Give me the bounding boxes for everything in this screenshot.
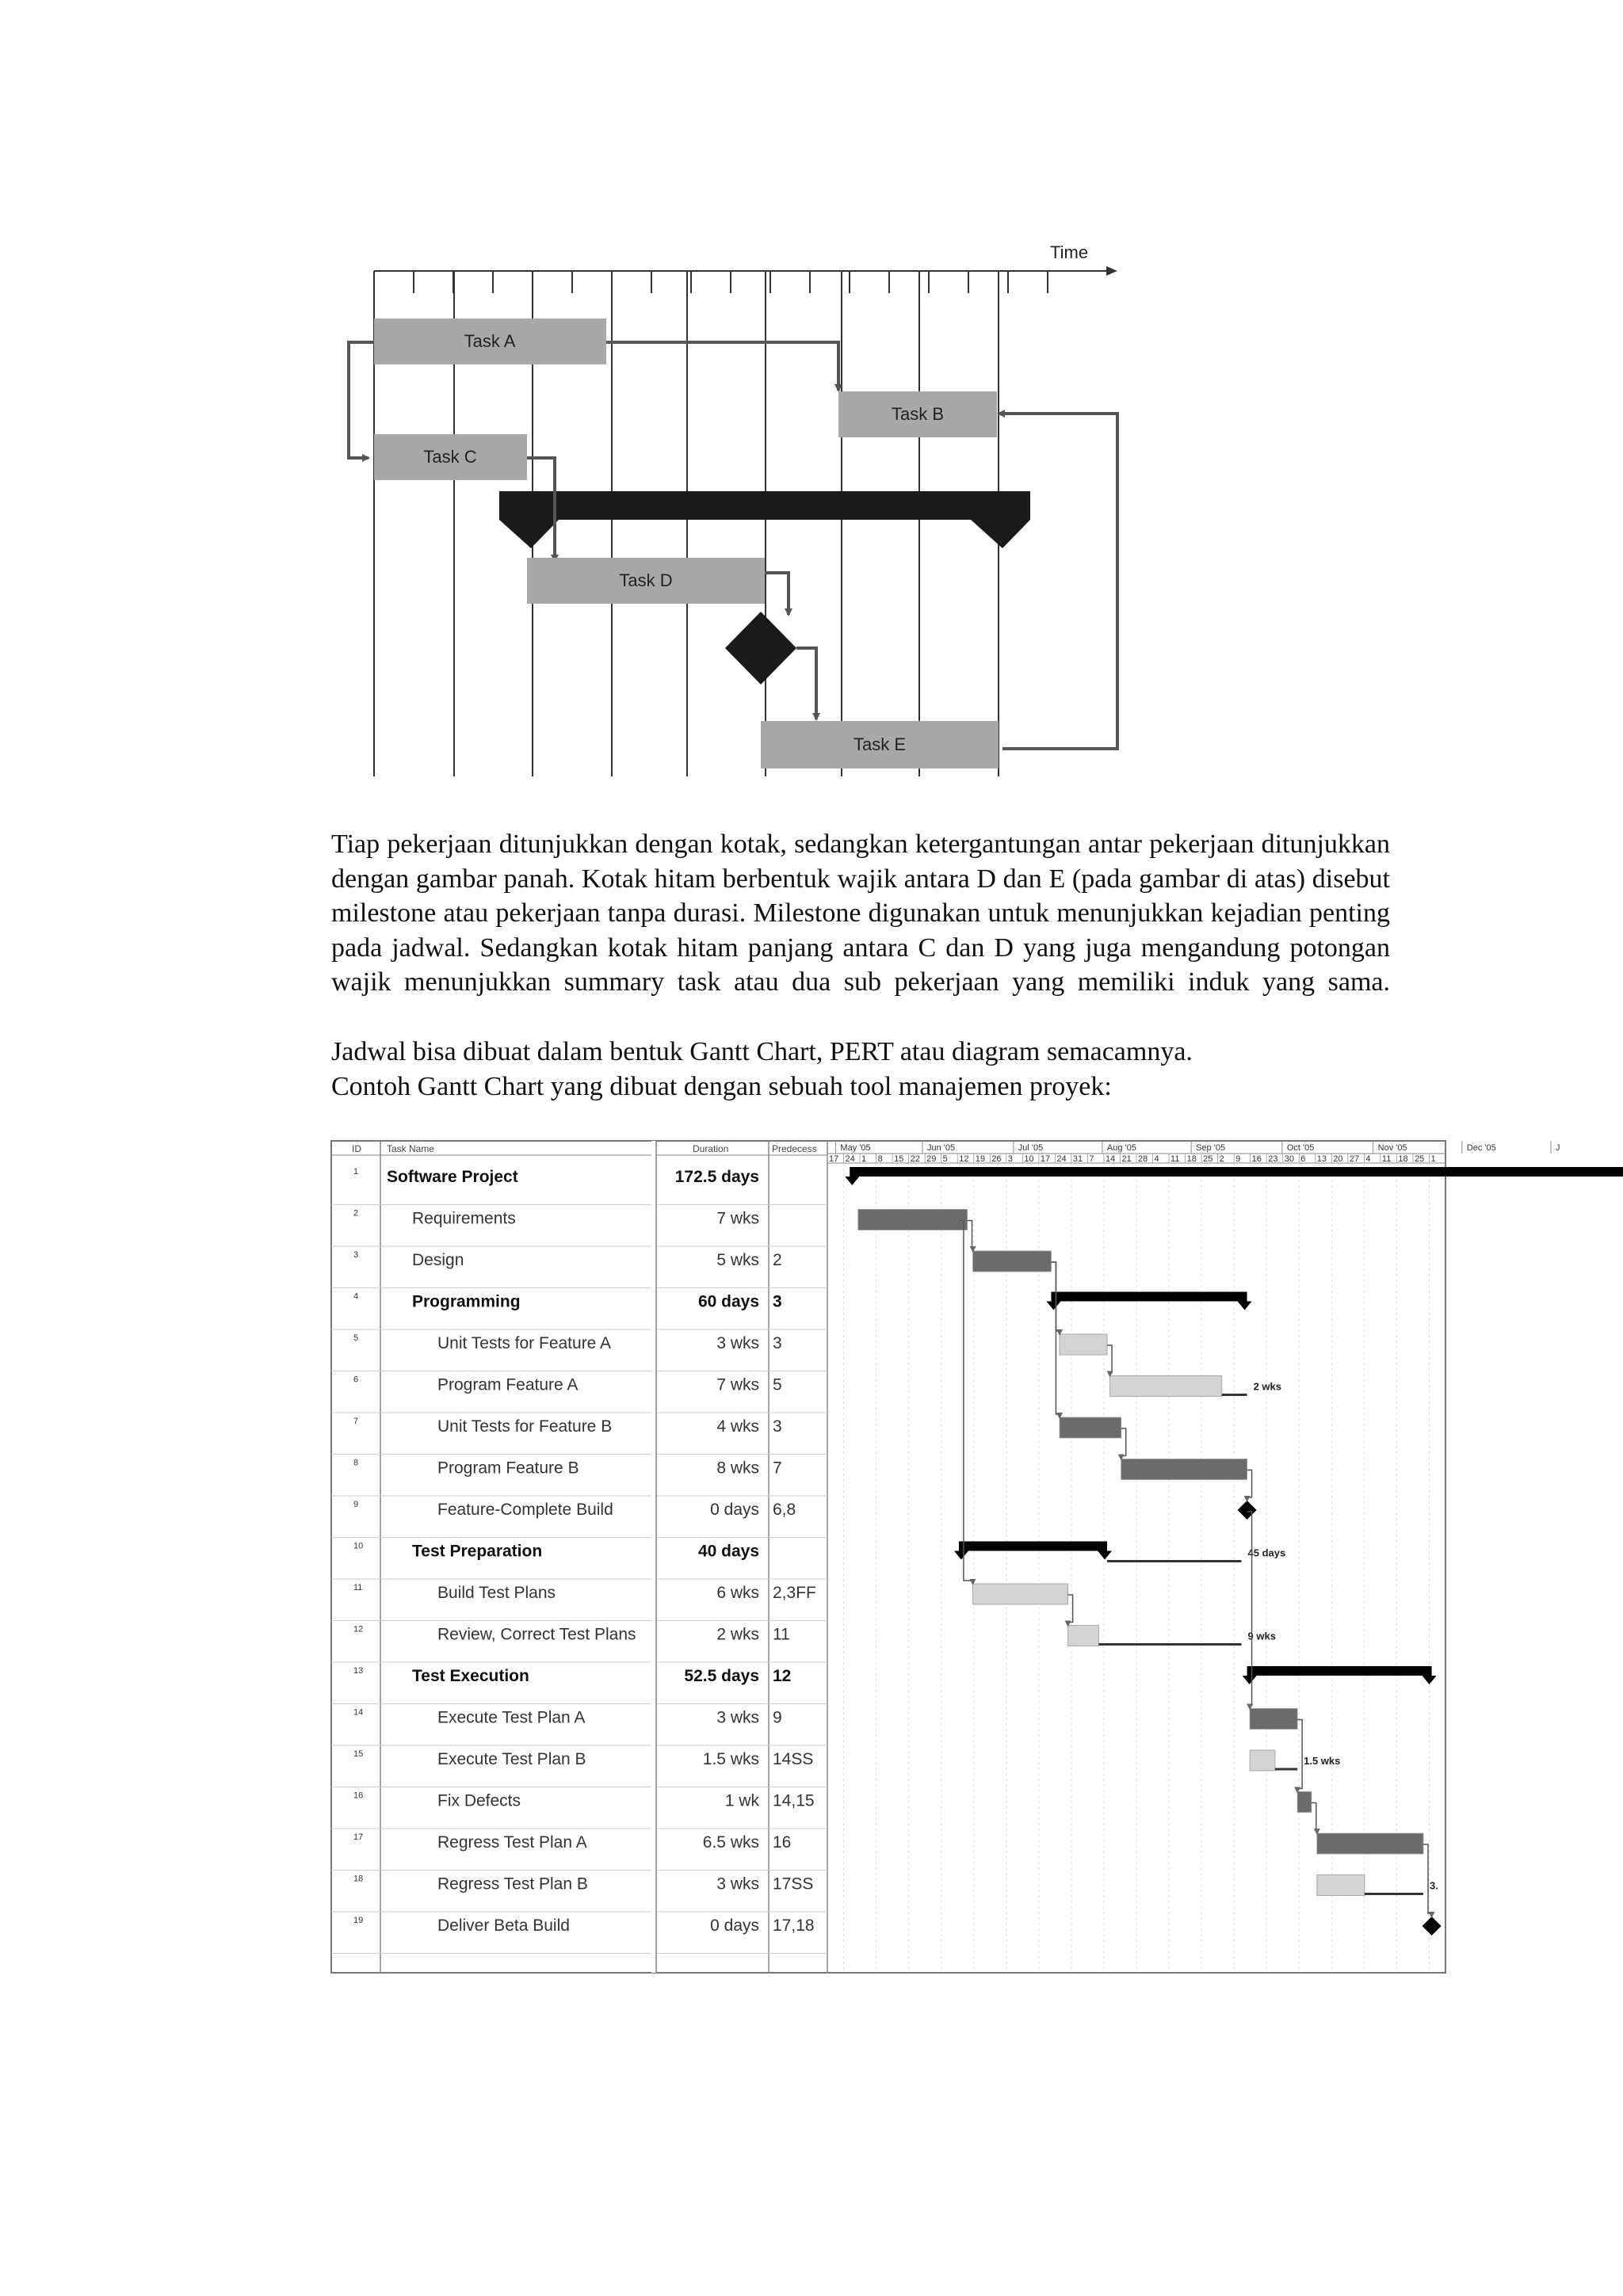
row-predecessors: 16 [773, 1833, 792, 1852]
task-d-box [527, 558, 765, 604]
row-task-name: Program Feature B [437, 1459, 579, 1478]
row-duration: 0 days [710, 1917, 759, 1935]
explanation-paragraph: Tiap pekerjaan ditunjukkan dengan kotak, sedangkan ketergantungan antar pekerjaan ditunjukkan dengan gambar panah. Kotak hitam berbentuk wajik antara D dan E (pada gambar di atas) disebut milestone atau pekerjaan tanpa durasi. Milestone digunakan untuk menunjukkan kejadian penting pada jadwal. Sedangkan kotak hitam panjang antara C dan D yang juga mengandung potongan wajik menunjukkan summary task atau dua sub pekerjaan yang memiliki induk yang sama. [331, 830, 1390, 997]
row-duration: 8 wks [716, 1459, 759, 1478]
schedule-sentence: Jadwal bisa dibuat dalam bentuk Gantt Chart, PERT atau diagram semacamnya. [331, 1037, 1193, 1066]
week-label: 3 [1007, 1154, 1013, 1164]
task-d-label: Task D [619, 570, 673, 590]
week-label: 25 [1414, 1154, 1425, 1164]
month-label: J [1555, 1143, 1560, 1153]
row-duration: 0 days [710, 1501, 759, 1519]
row-duration: 2 wks [716, 1625, 759, 1644]
week-label: 18 [1398, 1154, 1408, 1164]
slack-label: 2 wks [1253, 1380, 1282, 1393]
slack-label: 9 wks [1247, 1630, 1276, 1642]
time-arrow-icon [1106, 266, 1117, 276]
row-task-name: Design [412, 1251, 464, 1269]
row-predecessors: 6,8 [773, 1501, 796, 1519]
month-label: Aug '05 [1106, 1143, 1136, 1153]
week-label: 24 [845, 1154, 855, 1164]
week-label: 2 [1219, 1154, 1224, 1164]
row-id: 13 [353, 1666, 364, 1676]
row-predecessors: 17SS [773, 1875, 814, 1894]
week-label: 28 [1138, 1154, 1148, 1164]
week-label: 23 [1268, 1154, 1278, 1164]
week-label: 5 [942, 1154, 948, 1164]
summary-bar [1247, 1666, 1432, 1676]
row-id: 9 [353, 1500, 359, 1509]
month-label: Oct '05 [1286, 1143, 1315, 1153]
task-bar [973, 1251, 1052, 1272]
task-bar [1121, 1459, 1247, 1480]
arrow-milestone-to-e [796, 648, 816, 719]
row-duration: 4 wks [716, 1417, 759, 1436]
task-a-box [374, 318, 606, 364]
week-label: 27 [1349, 1154, 1360, 1164]
row-task-name: Test Execution [412, 1667, 529, 1685]
row-task-name: Review, Correct Test Plans [437, 1625, 636, 1644]
task-bar [1060, 1334, 1107, 1355]
arrow-a-to-b [606, 342, 838, 391]
month-label: Nov '05 [1377, 1143, 1407, 1153]
row-task-name: Unit Tests for Feature A [437, 1334, 612, 1352]
row-predecessors: 17,18 [773, 1917, 815, 1935]
week-label: 4 [1365, 1154, 1371, 1164]
row-predecessors: 3 [773, 1334, 782, 1352]
slack-label: 45 days [1247, 1547, 1286, 1559]
row-task-name: Feature-Complete Build [437, 1501, 613, 1519]
task-b-box [838, 391, 997, 437]
row-task-name: Regress Test Plan A [437, 1833, 587, 1852]
row-id: 5 [353, 1333, 359, 1343]
week-label: 18 [1186, 1154, 1197, 1164]
week-label: 25 [1203, 1154, 1213, 1164]
week-label: 17 [829, 1154, 839, 1164]
header-duration: Duration [693, 1143, 729, 1154]
task-bar [1297, 1792, 1312, 1813]
slack-label: 3. [1430, 1879, 1438, 1892]
week-label: 13 [1316, 1154, 1327, 1164]
task-bar [1317, 1833, 1423, 1854]
row-task-name: Execute Test Plan B [437, 1750, 586, 1768]
row-task-name: Software Project [387, 1168, 518, 1186]
week-label: 11 [1381, 1154, 1392, 1164]
week-label: 10 [1024, 1154, 1034, 1164]
milestone-diamond [725, 612, 796, 685]
week-label: 8 [877, 1154, 883, 1164]
header-id: ID [352, 1143, 361, 1154]
week-label: 24 [1056, 1154, 1067, 1164]
row-id: 1 [353, 1167, 359, 1177]
row-id: 11 [353, 1583, 363, 1592]
month-label: May '05 [840, 1143, 871, 1153]
week-label: 4 [1154, 1154, 1159, 1164]
week-label: 26 [991, 1154, 1002, 1164]
task-bar [1110, 1376, 1222, 1397]
row-task-name: Execute Test Plan A [437, 1708, 586, 1727]
task-b-label: Task B [891, 404, 945, 424]
row-id: 19 [353, 1916, 364, 1925]
row-duration: 3 wks [716, 1875, 759, 1894]
row-id: 15 [353, 1749, 364, 1759]
week-label: 1 [861, 1154, 867, 1164]
row-predecessors: 3 [773, 1417, 782, 1436]
week-label: 19 [975, 1154, 985, 1164]
row-duration: 52.5 days [684, 1667, 759, 1685]
row-id: 12 [353, 1624, 364, 1634]
row-predecessors: 14,15 [773, 1791, 815, 1810]
week-label: 11 [1170, 1154, 1180, 1164]
row-duration: 7 wks [716, 1209, 759, 1228]
row-duration: 6.5 wks [702, 1833, 759, 1852]
row-duration: 40 days [697, 1542, 759, 1561]
week-label: 12 [959, 1154, 969, 1164]
row-duration: 3 wks [716, 1334, 759, 1352]
row-id: 7 [353, 1417, 359, 1426]
task-bar [1317, 1875, 1365, 1896]
summary-bar [850, 1167, 1623, 1177]
row-duration: 5 wks [716, 1251, 759, 1269]
month-label: Jul '05 [1018, 1143, 1044, 1153]
month-label: Sep '05 [1196, 1143, 1226, 1153]
week-label: 1 [1430, 1154, 1436, 1164]
row-predecessors: 11 [773, 1625, 790, 1644]
row-id: 18 [353, 1874, 364, 1884]
row-duration: 6 wks [716, 1584, 759, 1602]
week-label: 14 [1105, 1154, 1116, 1164]
week-label: 29 [926, 1154, 937, 1164]
week-label: 30 [1284, 1154, 1294, 1164]
gantt-intro-sentence: Contoh Gantt Chart yang dibuat dengan sebuah tool manajemen proyek: [331, 1072, 1112, 1101]
summary-bar [1051, 1292, 1247, 1302]
row-id: 3 [353, 1250, 359, 1260]
row-task-name: Regress Test Plan B [437, 1875, 588, 1894]
row-task-name: Deliver Beta Build [437, 1917, 570, 1935]
header-task-name: Task Name [387, 1143, 435, 1154]
week-label: 9 [1235, 1154, 1241, 1164]
summary-bar [959, 1542, 1107, 1551]
row-predecessors: 2,3FF [773, 1584, 816, 1602]
slack-label: 1.5 wks [1304, 1755, 1341, 1767]
row-predecessors: 14SS [773, 1750, 814, 1768]
row-duration: 60 days [697, 1292, 759, 1311]
gantt-chart [331, 1141, 1560, 1981]
week-label: 21 [1121, 1154, 1132, 1164]
row-id: 10 [353, 1541, 364, 1551]
time-label: Time [1050, 242, 1089, 262]
arrow-e-to-b [999, 414, 1117, 749]
task-e-box [761, 721, 999, 769]
row-id: 17 [353, 1833, 364, 1842]
arrow-d-to-milestone [765, 573, 789, 615]
week-label: 22 [910, 1154, 920, 1164]
task-dependency-diagram [349, 230, 1141, 784]
time-ticks [374, 271, 1048, 293]
row-duration: 1.5 wks [702, 1750, 759, 1768]
row-id: 14 [353, 1707, 364, 1718]
week-label: 31 [1072, 1154, 1083, 1164]
task-bar [1250, 1750, 1275, 1771]
row-task-name: Build Test Plans [437, 1584, 556, 1602]
row-task-name: Fix Defects [437, 1791, 521, 1810]
task-bar [1068, 1626, 1099, 1646]
row-task-name: Test Preparation [412, 1542, 543, 1561]
arrow-a-to-c [349, 342, 374, 458]
row-duration: 172.5 days [674, 1168, 759, 1186]
header-predecessors: Predecess [772, 1143, 817, 1154]
week-label: 17 [1040, 1154, 1051, 1164]
task-bar [858, 1210, 968, 1230]
task-bar [1060, 1417, 1121, 1438]
row-duration: 1 wk [724, 1791, 759, 1810]
row-task-name: Requirements [412, 1209, 516, 1228]
row-predecessors: 2 [773, 1251, 782, 1269]
week-label: 6 [1300, 1154, 1306, 1164]
row-duration: 3 wks [716, 1708, 759, 1727]
row-task-name: Programming [412, 1292, 521, 1311]
month-label: Dec '05 [1466, 1143, 1496, 1153]
task-a-label: Task A [464, 331, 516, 351]
row-task-name: Program Feature A [437, 1375, 579, 1394]
row-predecessors: 12 [773, 1667, 792, 1685]
row-duration: 7 wks [716, 1375, 759, 1394]
task-e-label: Task E [853, 734, 907, 754]
week-label: 7 [1089, 1154, 1094, 1164]
row-predecessors: 5 [773, 1375, 782, 1394]
task-c-box [374, 434, 527, 480]
row-id: 4 [353, 1291, 359, 1302]
row-task-name: Unit Tests for Feature B [437, 1417, 613, 1436]
row-predecessors: 9 [773, 1708, 782, 1727]
task-c-label: Task C [423, 447, 477, 467]
row-id: 16 [353, 1791, 364, 1801]
week-label: 15 [894, 1154, 904, 1164]
task-bar [973, 1584, 1068, 1604]
name-column-clip [651, 1141, 656, 1973]
week-label: 16 [1251, 1154, 1262, 1164]
row-predecessors: 3 [773, 1292, 782, 1311]
row-predecessors: 7 [773, 1459, 782, 1478]
row-id: 8 [353, 1458, 359, 1468]
row-id: 6 [353, 1375, 359, 1385]
week-label: 20 [1333, 1154, 1343, 1164]
month-label: Jun '05 [926, 1143, 956, 1153]
task-bar [1250, 1709, 1297, 1730]
row-id: 2 [353, 1208, 359, 1219]
